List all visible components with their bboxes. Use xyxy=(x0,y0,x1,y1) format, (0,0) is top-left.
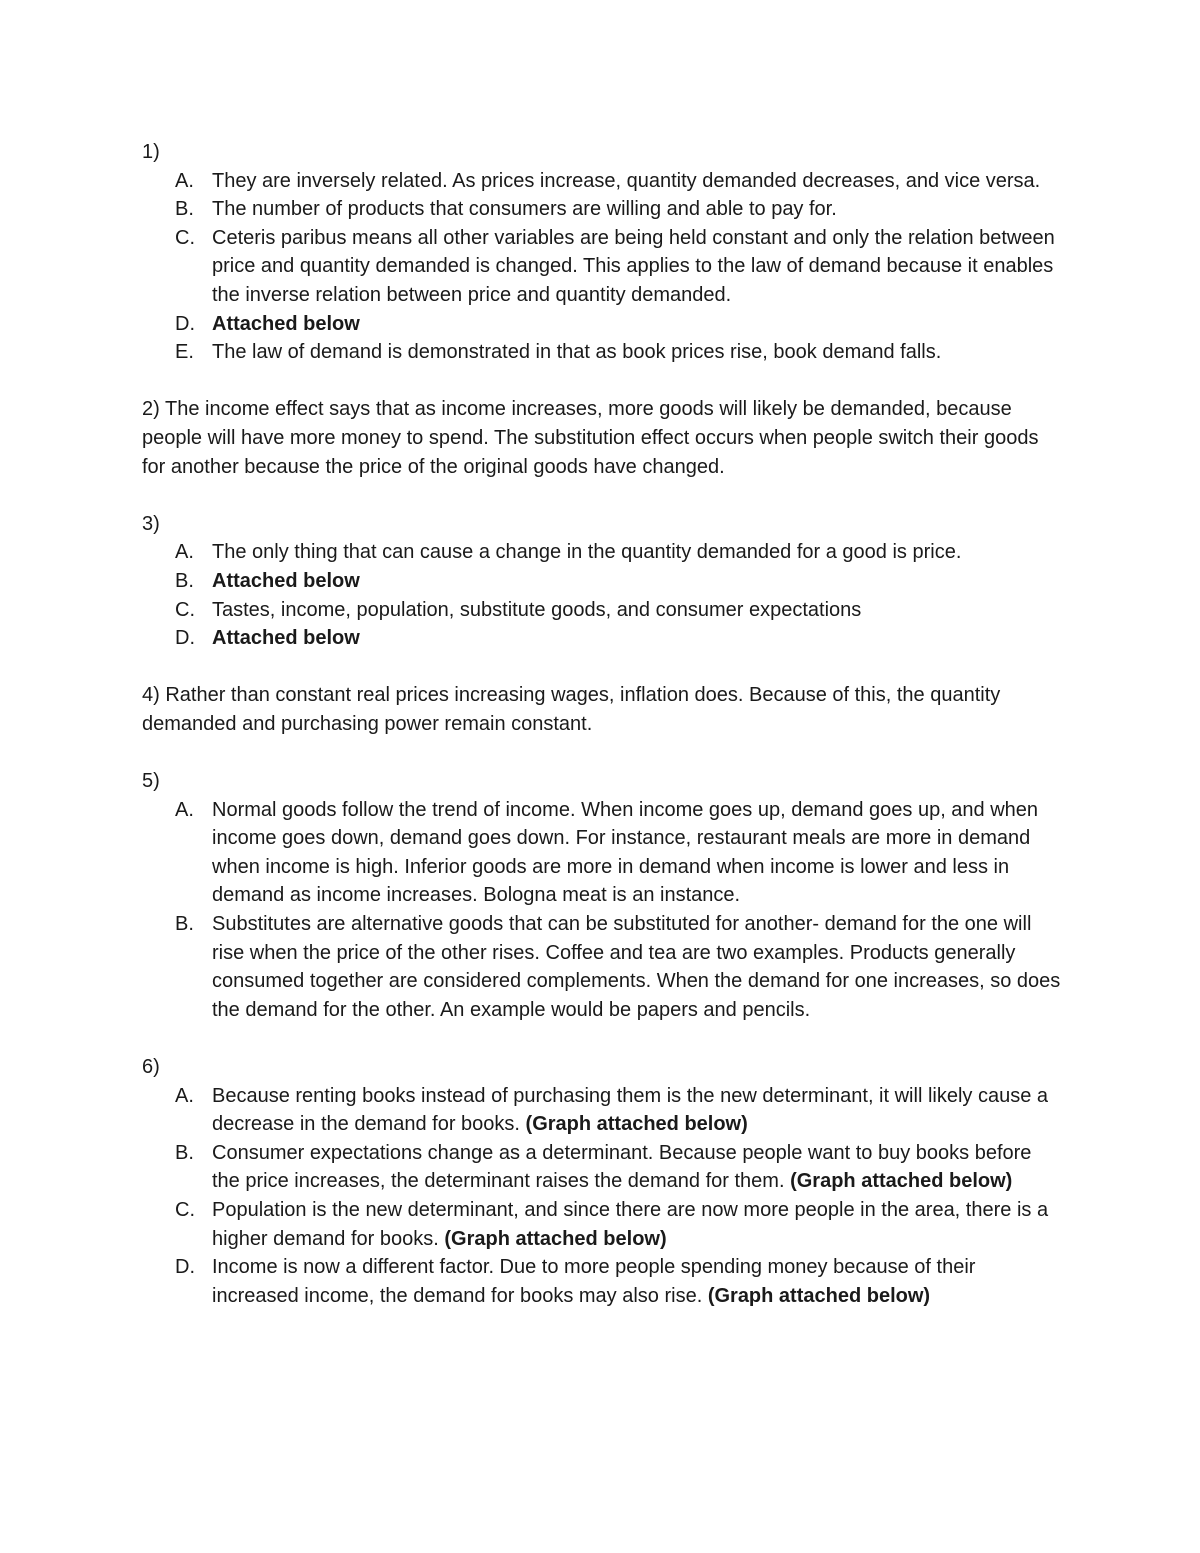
answer-bold-text: (Graph attached below) xyxy=(707,1284,931,1307)
answer-text: Normal goods follow the trend of income. When income goes up, demand goes up, and when income goes down, demand goes down. For instance, restaurant meals are more in demand when income is high. Inferior goods are more in demand when income is lower and less in demand as income increases. Bologna meat is an instance. xyxy=(212,798,1039,907)
answer-text: The law of demand is demonstrated in that as book prices rise, book demand falls. xyxy=(212,341,942,364)
answer-bold-text: Attached below xyxy=(212,569,360,592)
q1-answer-a xyxy=(142,167,1062,196)
document-page xyxy=(142,138,1062,1310)
q1-answer-c xyxy=(142,224,1062,310)
answer-text: Consumer expectations change as a determinant. Because people want to buy books before the price increases, the determinant raises the demand for them. xyxy=(212,1141,1032,1193)
spacer xyxy=(142,738,1062,767)
q3-answer-b xyxy=(142,567,1062,596)
answer-bold-text: (Graph attached below) xyxy=(525,1113,748,1136)
spacer xyxy=(142,1024,1062,1053)
answer-text: The only thing that can cause a change in the quantity demanded for a good is price. xyxy=(212,541,962,564)
q6-answer-d xyxy=(142,1253,1062,1310)
answer-text: Population is the new determinant, and since there are now more people in the area, there is a higher demand for books. xyxy=(212,1198,1049,1250)
spacer xyxy=(142,481,1062,510)
q5-answer-a xyxy=(142,796,1062,910)
spacer xyxy=(142,653,1062,682)
answer-label: B. xyxy=(175,569,194,592)
answer-label: A. xyxy=(175,169,194,192)
q1-answer-b xyxy=(142,195,1062,224)
answer-text: Substitutes are alternative goods that can be substituted for another- demand for the one will rise when the price of the other rises. Coffee and tea are two examples. Products generally consumed together are considered complements. When the demand for one increases, so does the demand for the other. An example would be papers and pencils. xyxy=(212,913,1061,1021)
answer-bold-text: Attached below xyxy=(212,627,360,650)
answer-label: C. xyxy=(175,226,195,249)
answer-bold-text: Attached below xyxy=(212,312,360,335)
q6-answer-a xyxy=(142,1082,1062,1139)
answer-label: D. xyxy=(175,627,195,650)
answer-label: D. xyxy=(175,312,195,335)
q1-answer-e xyxy=(142,338,1062,367)
answer-label: B. xyxy=(175,1141,194,1164)
q3-answer-a xyxy=(142,538,1062,567)
question-5-answers xyxy=(142,796,1062,1025)
question-3-number: 3) xyxy=(142,512,160,535)
answer-text: Income is now a different factor. Due to more people spending money because of their increased income, the demand for books may also rise. xyxy=(212,1256,976,1307)
answer-bold-text: (Graph attached below) xyxy=(444,1227,667,1250)
question-2-answer: 2) The income effect says that as income increases, more goods will likely be demanded, because people will have more money to spend. The substitution effect occurs when people switch their goods for another because the price of the original goods have changed. xyxy=(142,398,1039,478)
q5-answer-b xyxy=(142,910,1062,1024)
answer-bold-text: (Graph attached below) xyxy=(790,1170,1013,1193)
answer-text: Because renting books instead of purchasing them is the new determinant, it will likely cause a decrease in the demand for books. xyxy=(212,1084,1049,1136)
q3-answer-c xyxy=(142,596,1062,625)
answer-text: They are inversely related. As prices increase, quantity demanded decreases, and vice versa. xyxy=(212,169,1041,192)
answer-label: E. xyxy=(175,341,194,364)
q6-answer-b xyxy=(142,1139,1062,1196)
answer-label: B. xyxy=(175,913,194,936)
answer-text: The number of products that consumers are willing and able to pay for. xyxy=(212,198,837,221)
answer-label: A. xyxy=(175,541,194,564)
q6-answer-c xyxy=(142,1196,1062,1253)
q1-answer-d xyxy=(142,310,1062,339)
answer-label: D. xyxy=(175,1256,195,1279)
question-6-number: 6) xyxy=(142,1056,160,1078)
spacer xyxy=(142,367,1062,396)
answer-label: A. xyxy=(175,798,194,821)
question-1-number: 1) xyxy=(142,141,160,163)
q3-answer-d xyxy=(142,624,1062,653)
answer-text: Tastes, income, population, substitute goods, and consumer expectations xyxy=(212,598,862,621)
question-3-answers xyxy=(142,538,1062,652)
question-4-answer: 4) Rather than constant real prices increasing wages, inflation does. Because of this, the quantity demanded and purchasing power remain constant. xyxy=(142,684,1001,735)
question-5-number: 5) xyxy=(142,770,160,793)
answer-label: C. xyxy=(175,1198,195,1221)
answer-label: C. xyxy=(175,598,195,621)
answer-text: Ceteris paribus means all other variables are being held constant and only the relation between price and quantity demanded is changed. This applies to the law of demand because it enables the inverse relation between price and quantity demanded. xyxy=(212,226,1055,306)
answer-label: A. xyxy=(175,1084,194,1107)
question-6-answers xyxy=(142,1082,1062,1311)
question-1-answers xyxy=(142,167,1062,367)
answer-label: B. xyxy=(175,198,194,221)
